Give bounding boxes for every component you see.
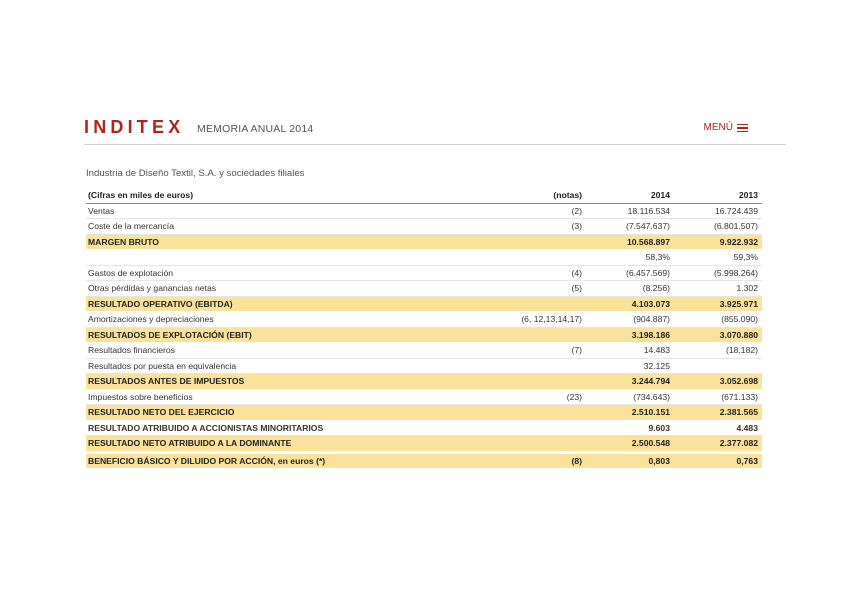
- row-value-2014: 10.568.897: [626, 236, 670, 247]
- row-notes: (8): [571, 455, 582, 466]
- row-value-2013: 2.381.565: [719, 407, 758, 417]
- table-row: [86, 405, 762, 421]
- table-row: [86, 390, 762, 406]
- row-value-2013: 59,3%: [733, 252, 758, 262]
- row-notes: (4): [571, 267, 582, 278]
- column-header-notes: (notas): [553, 190, 582, 200]
- row-value-2014: 4.103.073: [631, 298, 670, 309]
- company-name: Industria de Diseño Textil, S.A. y sociedades filiales: [86, 168, 305, 179]
- row-value-2013: (18.182): [725, 345, 758, 355]
- row-label: Coste de la mercancía: [88, 221, 174, 231]
- menu-label: MENÚ: [703, 122, 733, 133]
- table-row: [86, 343, 762, 359]
- table-row: [86, 328, 762, 344]
- row-value-2014: 9.603: [648, 422, 670, 433]
- table-row: [86, 219, 762, 235]
- row-label: Resultados financieros: [88, 345, 175, 355]
- row-label: BENEFICIO BÁSICO Y DILUIDO POR ACCIÓN, en euros (*): [88, 455, 326, 466]
- row-notes: (23): [566, 391, 582, 402]
- row-value-2013: 3.052.698: [719, 376, 758, 386]
- row-value-2013: (6.801.507): [714, 221, 758, 231]
- row-value-2014: 32.125: [643, 360, 670, 371]
- table-body: [86, 204, 762, 470]
- table-row: [86, 421, 762, 437]
- row-value-2013: 4.483: [736, 422, 758, 433]
- table-row: [86, 436, 762, 452]
- menu-button[interactable]: [704, 122, 748, 134]
- table-row: [86, 281, 762, 297]
- row-value-2014: (904.887): [633, 314, 670, 324]
- row-label: Ventas: [88, 205, 115, 216]
- row-value-2013: 16.724.439: [714, 205, 758, 216]
- column-header-label: (Cifras en miles de euros): [88, 190, 194, 200]
- row-label: Otras pérdidas y ganancias netas: [88, 283, 217, 293]
- table-row: [86, 454, 762, 470]
- row-label: RESULTADO ATRIBUIDO A ACCIONISTAS MINORITARIOS: [88, 422, 324, 433]
- row-notes: (5): [571, 283, 582, 293]
- row-value-2013: (855.090): [721, 314, 758, 324]
- row-label: RESULTADO OPERATIVO (EBITDA): [88, 298, 233, 309]
- row-notes: (2): [571, 205, 582, 216]
- row-value-2014: (8.256): [642, 283, 670, 293]
- row-label: Impuestos sobre beneficios: [88, 391, 193, 402]
- row-label: RESULTADOS DE EXPLOTACIÓN (EBIT): [88, 329, 252, 340]
- row-value-2014: (6.457.569): [626, 267, 670, 278]
- row-value-2014: 0,803: [648, 455, 670, 466]
- row-label: Amortizaciones y depreciaciones: [88, 314, 214, 324]
- row-value-2013: (671.133): [721, 391, 758, 402]
- row-value-2013: 3.925.971: [719, 298, 758, 309]
- row-value-2014: 14.483: [643, 345, 670, 355]
- row-notes: (6, 12,13,14,17): [521, 314, 582, 324]
- row-value-2014: 18.116.534: [627, 205, 670, 216]
- row-value-2013: (5.998.264): [714, 267, 758, 278]
- row-value-2014: 3.244.794: [631, 376, 670, 386]
- row-notes: (7): [571, 345, 582, 355]
- column-header-2014: 2014: [650, 190, 670, 200]
- row-notes: (3): [571, 221, 582, 231]
- table-row: [86, 374, 762, 390]
- table-row: [86, 359, 762, 375]
- row-value-2013: 3.070.880: [719, 329, 758, 340]
- row-label: Resultados por puesta en equivalencia: [88, 360, 237, 371]
- table-row: [86, 204, 762, 220]
- inditex-logo[interactable]: INDITEX: [84, 117, 185, 137]
- row-value-2013: 9.922.932: [719, 236, 758, 247]
- row-value-2013: 0,763: [736, 455, 758, 466]
- column-header-2013: 2013: [738, 190, 758, 200]
- row-label: RESULTADO NETO ATRIBUIDO A LA DOMINANTE: [88, 438, 292, 448]
- row-value-2013: 1.302: [736, 283, 758, 293]
- row-value-2013: 2.377.082: [719, 438, 758, 448]
- income-statement-table: [86, 188, 762, 469]
- row-value-2014: (7.547.637): [626, 221, 670, 231]
- row-value-2014: 58,3%: [645, 252, 670, 262]
- row-value-2014: 2.510.151: [631, 407, 670, 417]
- report-subtitle: MEMORIA ANUAL 2014: [197, 123, 314, 135]
- row-label: RESULTADO NETO DEL EJERCICIO: [88, 407, 235, 417]
- table-header-row: [86, 188, 762, 204]
- row-value-2014: 2.500.548: [631, 438, 670, 448]
- row-label: RESULTADOS ANTES DE IMPUESTOS: [88, 376, 245, 386]
- row-value-2014: 3.198.186: [631, 329, 670, 340]
- table-row: [86, 235, 762, 251]
- page-header: [84, 118, 786, 145]
- hamburger-icon: [737, 124, 748, 132]
- table-row: [86, 266, 762, 282]
- table-row: [86, 250, 762, 266]
- table-row: [86, 312, 762, 328]
- row-label: Gastos de explotación: [88, 267, 174, 278]
- row-value-2014: (734.643): [633, 391, 670, 402]
- row-label: MARGEN BRUTO: [88, 236, 159, 247]
- table-row: [86, 297, 762, 313]
